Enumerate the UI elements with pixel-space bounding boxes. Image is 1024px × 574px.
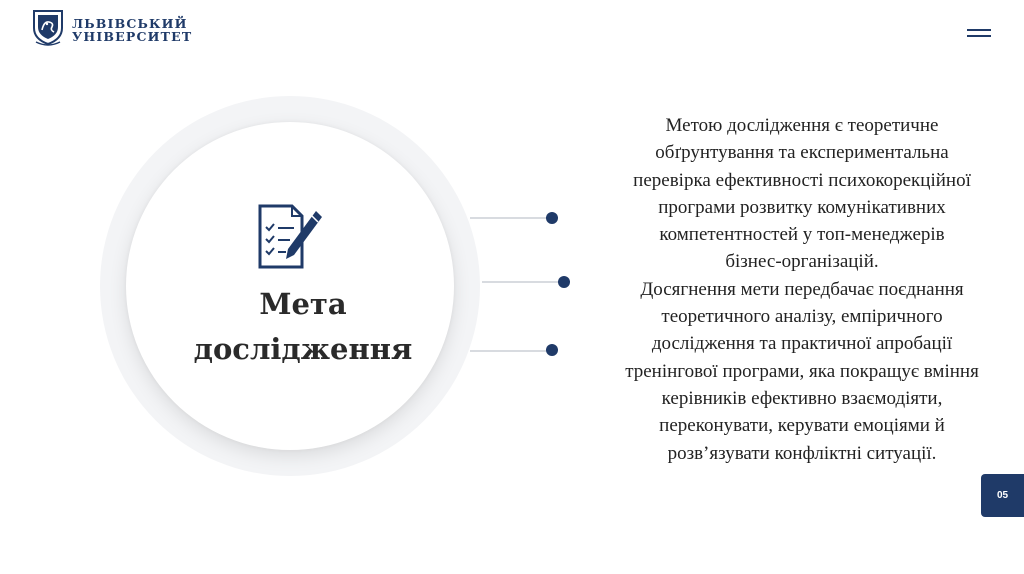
text-line: переконувати, керувати емоціями й — [659, 415, 945, 437]
text-line: компетентностей у топ-менеджерів — [659, 224, 945, 246]
text-line: обґрунтування та експериментальна — [655, 142, 949, 164]
text-line: теоретичного аналізу, емпіричного — [661, 306, 943, 328]
text-line: програми розвитку комунікативних — [658, 196, 946, 218]
connector-line — [470, 350, 550, 352]
logo-line-2: УНІВЕРСИТЕТ — [72, 28, 193, 44]
connector-line — [470, 217, 550, 219]
text-line: бізнес-організацій. — [725, 251, 879, 273]
hamburger-menu-icon — [967, 29, 991, 31]
connector-dot — [546, 212, 558, 224]
logo-line-1: ЛЬВІВСЬКИЙ — [72, 15, 188, 31]
university-crest-icon — [30, 8, 66, 51]
text-line: перевірка ефективності психокорекційної — [633, 169, 971, 191]
connector-line — [482, 281, 562, 283]
description-text — [590, 112, 1014, 467]
slide-title-line-1: Мета — [259, 287, 347, 321]
text-line: Досягнення мети передбачає поєднання — [640, 278, 964, 300]
text-line: керівників ефективно взаємодіяти, — [661, 387, 943, 409]
connector-dot — [558, 276, 570, 288]
text-line: розв’язувати конфліктні ситуації. — [667, 442, 937, 464]
connector-dot — [546, 344, 558, 356]
logo-wordmark — [72, 17, 192, 43]
page-number: 05 — [996, 490, 1009, 501]
slide-title — [180, 282, 426, 372]
university-logo[interactable] — [30, 8, 192, 51]
menu-button[interactable] — [967, 27, 993, 41]
page-number-badge[interactable] — [981, 474, 1024, 517]
text-line: Метою дослідження є теоретичне — [665, 115, 939, 136]
text-line: дослідження та практичної апробації — [651, 333, 953, 355]
text-line: тренінгової програми, яка покращує вміння — [625, 360, 979, 382]
document-pen-icon — [256, 203, 326, 276]
hamburger-menu-icon-bar — [967, 35, 991, 37]
slide-title-line-2: дослідження — [193, 332, 413, 366]
